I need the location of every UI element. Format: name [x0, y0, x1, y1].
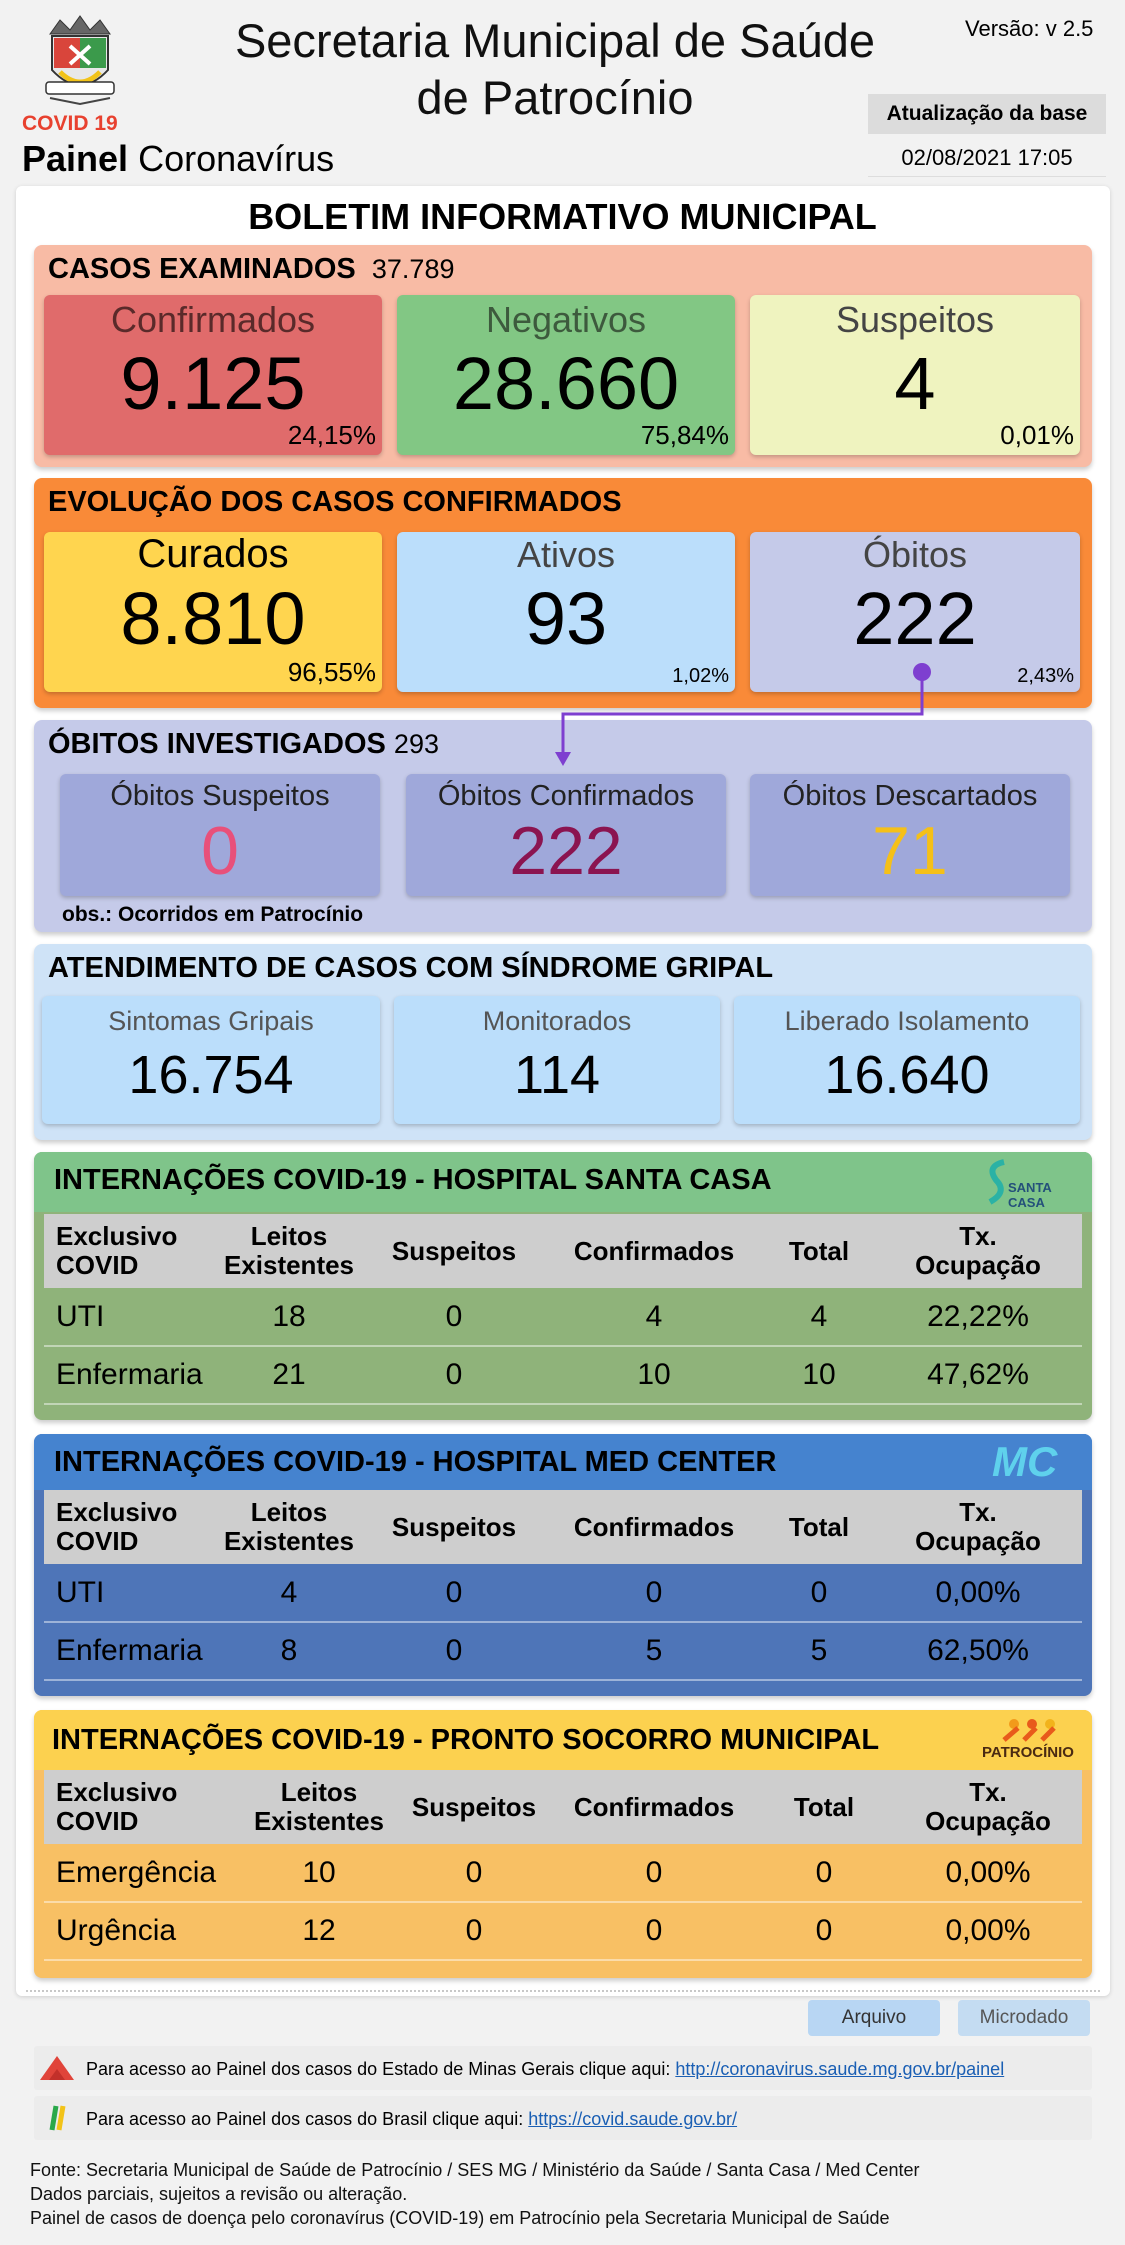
suspeitos-value: 4 [894, 342, 936, 425]
cell: 5 [544, 1622, 764, 1680]
santa-casa-title: INTERNAÇÕES COVID-19 - HOSPITAL SANTA CASA [54, 1164, 772, 1196]
table-header-row [44, 1214, 1082, 1288]
br-link-row [34, 2096, 1092, 2140]
gripal-title: ATENDIMENTO DE CASOS COM SÍNDROME GRIPAL [48, 952, 774, 984]
table-row [44, 1564, 1082, 1622]
obitos-suspeitos-value: 0 [201, 813, 239, 889]
cell: 62,50% [874, 1622, 1082, 1680]
cell: 4 [544, 1288, 764, 1346]
liberado-tile[interactable] [734, 996, 1080, 1124]
cell: 0 [364, 1288, 544, 1346]
covid-label: COVID 19 [22, 112, 118, 135]
table-row [44, 1288, 1082, 1346]
gripal-section [34, 944, 1092, 1140]
sintomas-label: Sintomas Gripais [108, 1006, 314, 1036]
cell: 0,00% [894, 1902, 1082, 1960]
divider [26, 1990, 1100, 1992]
patrocinio-logo-text: PATROCÍNIO [982, 1744, 1074, 1761]
cell: 8 [214, 1622, 364, 1680]
obitos-label: Óbitos [862, 534, 968, 575]
cell: 0 [394, 1902, 554, 1960]
col-leitos: Leitos Existentes [214, 1490, 364, 1564]
cell: 10 [764, 1346, 874, 1404]
col-confirmados: Confirmados [544, 1214, 764, 1288]
obitos-pct: 2,43% [1017, 665, 1074, 687]
mg-link-text: Para acesso ao Painel dos casos do Estado de Minas Gerais clique aqui: http://coronavirus.saude.mg.gov.br/painel [86, 2059, 1005, 2079]
cell: 4 [214, 1564, 364, 1622]
negativos-label: Negativos [485, 299, 647, 340]
cell: 10 [544, 1346, 764, 1404]
footer-line-2: Dados parciais, sujeitos a revisão ou alteração. [30, 2184, 408, 2204]
investigados-title: ÓBITOS INVESTIGADOS 293 [48, 728, 439, 760]
pronto-socorro-table [44, 1770, 1082, 1961]
cell: 0 [554, 1902, 754, 1960]
pronto-socorro-section [34, 1710, 1092, 1978]
col-total: Total [764, 1214, 874, 1288]
examinados-title: CASOS EXAMINADOS 37.789 [48, 253, 455, 285]
cell: 0 [364, 1564, 544, 1622]
col-confirmados: Confirmados [544, 1490, 764, 1564]
col-ocupacao: Tx. Ocupação [874, 1490, 1082, 1564]
negativos-value: 28.660 [452, 342, 680, 425]
cell: 5 [764, 1622, 874, 1680]
cell: 18 [214, 1288, 364, 1346]
col-leitos: Leitos Existentes [244, 1770, 394, 1844]
title-line-2: de Patrocínio [416, 71, 694, 124]
cell: 0,00% [874, 1564, 1082, 1622]
col-suspeitos: Suspeitos [394, 1770, 554, 1844]
investigados-total: 293 [393, 729, 439, 759]
monitorados-label: Monitorados [482, 1006, 632, 1036]
title-line-1: Secretaria Municipal de Saúde [234, 14, 876, 67]
footer-line-1: Fonte: Secretaria Municipal de Saúde de Patrocínio / SES MG / Ministério da Saúde / Santa Casa / Med Center [30, 2160, 920, 2180]
cell: 21 [214, 1346, 364, 1404]
table-header-row [44, 1490, 1082, 1564]
obitos-arrow-icon [0, 0, 1125, 800]
med-center-logo-icon: MC [992, 1438, 1058, 1485]
footer-line-3: Painel de casos de doença pelo coronavírus (COVID-19) em Patrocínio pela Secretaria Municipal de Saúde [30, 2208, 890, 2228]
update-date: 02/08/2021 17:05 [868, 140, 1106, 177]
bulletin-title: BOLETIM INFORMATIVO MUNICIPAL [248, 196, 877, 237]
table-row [44, 1622, 1082, 1680]
cell: 4 [764, 1288, 874, 1346]
br-link[interactable]: https://covid.saude.gov.br/ [528, 2109, 738, 2129]
cell: 47,62% [874, 1346, 1082, 1404]
col-ocupacao: Tx. Ocupação [894, 1770, 1082, 1844]
santa-casa-logo-icon [982, 1158, 1082, 1208]
footer [30, 2158, 919, 2230]
liberado-label: Liberado Isolamento [784, 1006, 1030, 1036]
med-center-section [34, 1434, 1092, 1696]
update-label: Atualização da base [868, 94, 1106, 134]
col-exclusivo: Exclusivo COVID [44, 1214, 214, 1288]
obitos-value: 222 [853, 577, 977, 660]
cell: 0 [764, 1564, 874, 1622]
pronto-socorro-title: INTERNAÇÕES COVID-19 - PRONTO SOCORRO MUNICIPAL [52, 1724, 880, 1756]
patrocinio-logo-icon [974, 1716, 1084, 1766]
br-link-text: Para acesso ao Painel dos casos do Brasil clique aqui: https://covid.saude.gov.br/ [86, 2109, 738, 2129]
painel-rest: Coronavírus [128, 138, 335, 179]
col-exclusivo: Exclusivo COVID [44, 1770, 244, 1844]
med-center-title: INTERNAÇÕES COVID-19 - HOSPITAL MED CENTER [54, 1446, 777, 1478]
cell: 0 [754, 1844, 894, 1902]
row-label: UTI [44, 1288, 214, 1346]
row-label: Enfermaria [44, 1622, 214, 1680]
med-center-table [44, 1490, 1082, 1681]
cell: 0 [544, 1564, 764, 1622]
cell: 10 [244, 1844, 394, 1902]
cell: 0,00% [894, 1844, 1082, 1902]
sintomas-value: 16.754 [128, 1045, 294, 1105]
col-suspeitos: Suspeitos [364, 1214, 544, 1288]
negativos-pct: 75,84% [640, 420, 729, 450]
painel-bold: Painel [22, 138, 129, 179]
suspeitos-pct: 0,01% [1000, 420, 1074, 450]
cell: 22,22% [874, 1288, 1082, 1346]
version-label: Versão: v 2.5 [965, 16, 1094, 41]
evolucao-title: EVOLUÇÃO DOS CASOS CONFIRMADOS [48, 486, 622, 518]
monitorados-value: 114 [513, 1045, 601, 1105]
table-header-row [44, 1770, 1082, 1844]
obitos-descartados-label: Óbitos Descartados [782, 780, 1038, 812]
suspeitos-label: Suspeitos [835, 299, 995, 340]
arquivo-button[interactable]: Arquivo [808, 2000, 940, 2036]
row-label: Enfermaria [44, 1346, 214, 1404]
examinados-total: 37.789 [371, 254, 455, 284]
obitos-descartados-value: 71 [872, 813, 948, 889]
minas-gerais-icon [38, 2054, 76, 2082]
monitorados-tile[interactable] [394, 996, 720, 1124]
ativos-value: 93 [524, 577, 608, 660]
sintomas-tile[interactable] [42, 996, 380, 1124]
curados-label: Curados [137, 532, 289, 576]
table-row [44, 1902, 1082, 1960]
col-confirmados: Confirmados [554, 1770, 754, 1844]
table-row [44, 1346, 1082, 1404]
liberado-value: 16.640 [824, 1045, 990, 1105]
row-label: Emergência [44, 1844, 244, 1902]
table-row [44, 1844, 1082, 1902]
cell: 0 [754, 1902, 894, 1960]
cell: 0 [554, 1844, 754, 1902]
confirmados-pct: 24,15% [287, 420, 376, 450]
ativos-pct: 1,02% [672, 665, 729, 687]
col-total: Total [754, 1770, 894, 1844]
confirmados-value: 9.125 [120, 342, 306, 425]
col-leitos: Leitos Existentes [214, 1214, 364, 1288]
mg-link-row [34, 2046, 1092, 2090]
col-ocupacao: Tx. Ocupação [874, 1214, 1082, 1288]
investigados-obs: obs.: Ocorridos em Patrocínio [62, 903, 364, 926]
curados-value: 8.810 [120, 577, 306, 660]
santa-casa-logo-text: SANTA CASA [1008, 1180, 1052, 1210]
mg-link[interactable]: http://coronavirus.saude.mg.gov.br/painel [675, 2059, 1005, 2079]
curados-pct: 96,55% [287, 657, 376, 687]
obitos-suspeitos-label: Óbitos Suspeitos [110, 780, 330, 812]
santa-casa-table [44, 1214, 1082, 1405]
row-label: UTI [44, 1564, 214, 1622]
santa-casa-section [34, 1152, 1092, 1420]
cell: 0 [364, 1622, 544, 1680]
col-suspeitos: Suspeitos [364, 1490, 544, 1564]
row-label: Urgência [44, 1902, 244, 1960]
obitos-confirmados-value: 222 [509, 813, 623, 889]
ativos-label: Ativos [516, 534, 616, 575]
cell: 0 [364, 1346, 544, 1404]
microdado-button[interactable]: Microdado [958, 2000, 1090, 2036]
col-exclusivo: Exclusivo COVID [44, 1490, 214, 1564]
brasil-icon [46, 2104, 68, 2132]
obitos-confirmados-label: Óbitos Confirmados [437, 780, 695, 812]
confirmados-label: Confirmados [110, 299, 316, 340]
col-total: Total [764, 1490, 874, 1564]
cell: 12 [244, 1902, 394, 1960]
cell: 0 [394, 1844, 554, 1902]
